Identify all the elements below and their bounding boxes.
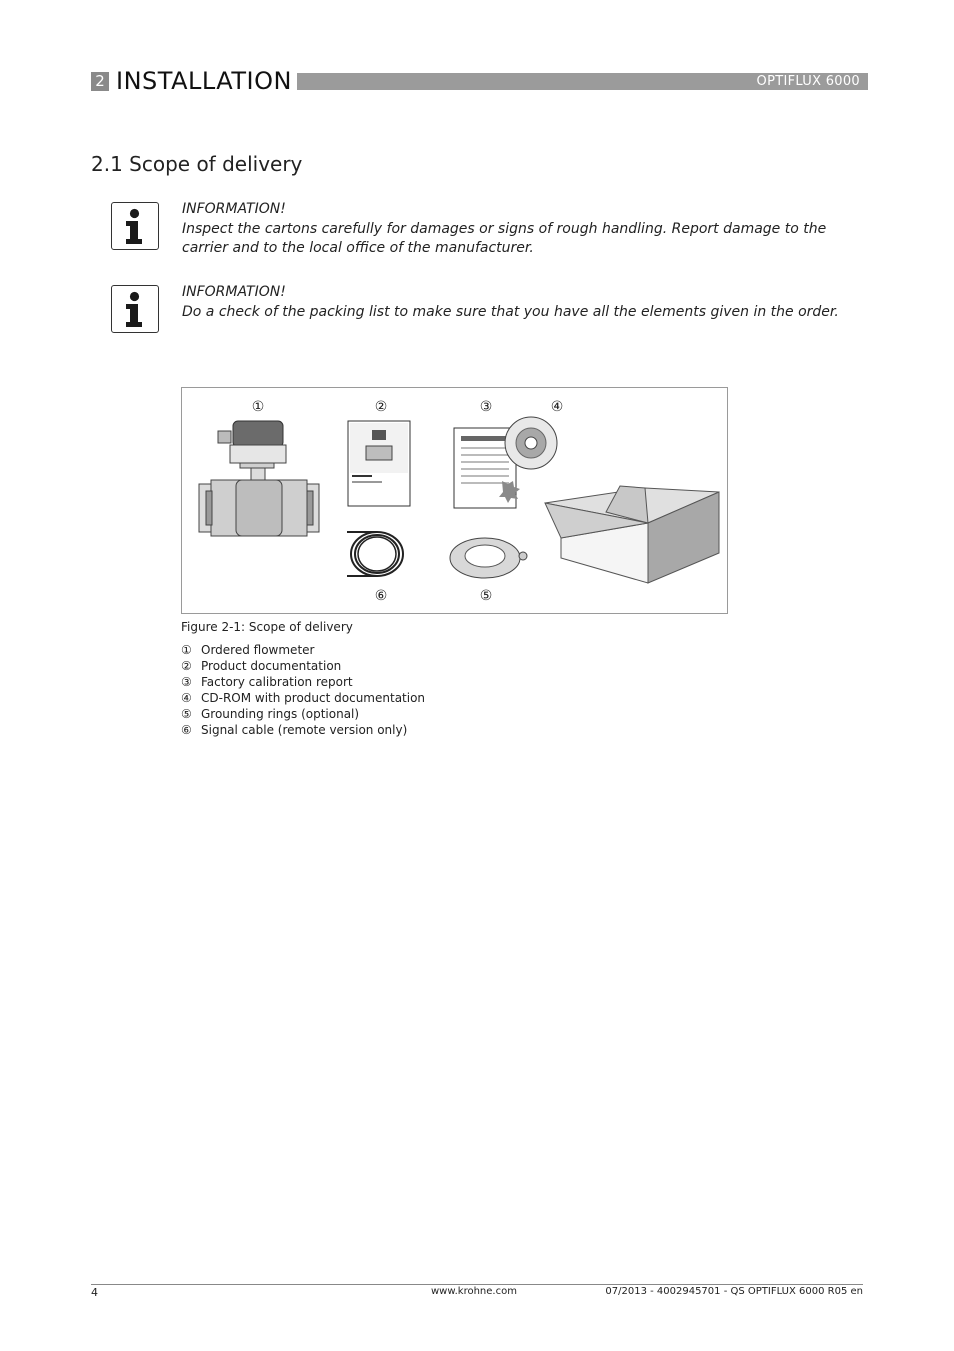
flowmeter-illustration — [199, 421, 319, 536]
information-icon — [111, 285, 159, 333]
scope-of-delivery-figure — [181, 387, 728, 614]
product-name: OPTIFLUX 6000 — [756, 74, 860, 89]
legend-text: Signal cable (remote version only) — [201, 723, 408, 737]
legend-text: Grounding rings (optional) — [201, 707, 360, 721]
legend-number: ④ — [181, 691, 192, 705]
legend-number: ② — [181, 659, 192, 673]
callout-2: ② — [374, 399, 388, 415]
legend-number: ⑤ — [181, 707, 192, 721]
legend-text: Ordered flowmeter — [201, 643, 315, 657]
callout-3: ③ — [479, 399, 493, 415]
legend-item — [181, 706, 425, 722]
legend-text: Product documentation — [201, 659, 342, 673]
product-documentation-illustration — [348, 421, 410, 506]
information-text — [182, 283, 852, 322]
page-number: 4 — [91, 1286, 98, 1299]
chapter-number-badge: 2 — [91, 72, 109, 91]
legend-number: ① — [181, 643, 192, 657]
callout-1: ① — [251, 399, 265, 415]
footer-website[interactable]: www.krohne.com — [431, 1286, 517, 1297]
legend-item — [181, 674, 425, 690]
callout-5: ⑤ — [479, 588, 493, 604]
legend-text: CD-ROM with product documentation — [201, 691, 426, 705]
figure-caption: Figure 2-1: Scope of delivery — [181, 620, 353, 634]
information-icon — [111, 202, 159, 250]
footer-document-id: 07/2013 - 4002945701 - QS OPTIFLUX 6000 R05 en — [605, 1286, 863, 1297]
legend-text: Factory calibration report — [201, 675, 353, 689]
callout-6: ⑥ — [374, 588, 388, 604]
page-header — [91, 68, 868, 94]
legend-item — [181, 690, 425, 706]
information-text — [182, 200, 852, 259]
footer-divider — [91, 1284, 863, 1285]
legend-item — [181, 722, 425, 738]
information-body: Inspect the cartons carefully for damages or signs of rough handling. Report damage to the carrier and to the local office of the manufacturer. — [182, 220, 827, 256]
chapter-title: INSTALLATION — [116, 67, 292, 95]
cardboard-box-illustration — [545, 486, 719, 583]
figure-legend — [181, 642, 425, 738]
cd-rom-illustration — [505, 417, 557, 469]
information-label: INFORMATION! — [182, 284, 286, 300]
legend-number: ⑥ — [181, 723, 192, 737]
signal-cable-illustration — [347, 532, 403, 576]
section-heading: 2.1 Scope of delivery — [91, 152, 303, 176]
legend-item — [181, 642, 425, 658]
grounding-ring-illustration — [450, 538, 527, 578]
legend-number: ③ — [181, 675, 192, 689]
information-body: Do a check of the packing list to make sure that you have all the elements given in the order. — [182, 303, 839, 320]
legend-item — [181, 658, 425, 674]
callout-4: ④ — [550, 399, 564, 415]
header-bar — [297, 73, 868, 90]
information-label: INFORMATION! — [182, 201, 286, 217]
